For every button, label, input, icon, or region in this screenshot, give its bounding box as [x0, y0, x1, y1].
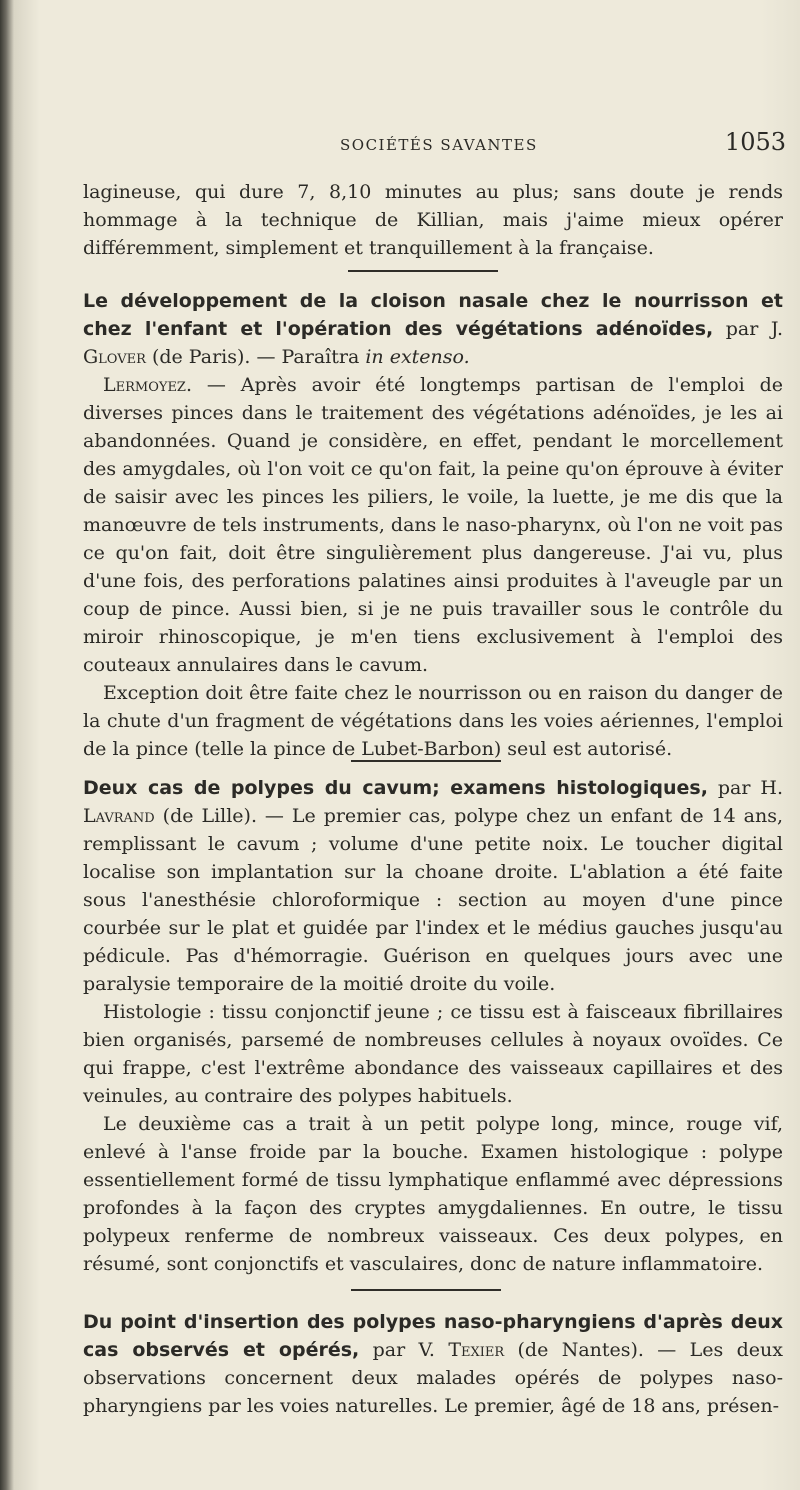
section-title: Deux cas de polypes du cavum; examens histologiques,	[83, 777, 708, 799]
page-number: 1053	[724, 128, 786, 156]
section-divider	[348, 270, 498, 272]
discussion-paragraph: Lermoyez. — Après avoir été longtemps partisan de l'emploi de diverses pinces dans le traitement des végétations adénoïdes, je les ai abandonnées. Quand je considère, en effet, pendant le morcellement des amygdales, où l'on voit ce qu'on fait, la peine qu'on éprouve à éviter de saisir avec les pinces les piliers, le voile, la luette, je me dis que la manœuvre de tels instruments, dans le naso-pharynx, où l'on ne voit pas ce qu'on fait, doit être singulièrement plus dangereuse. J'ai vu, plus d'une fois, des perforations palatines ainsi produites à l'aveugle par un coup de pince. Aussi bien, si je ne puis travailler sous le contrôle du miroir rhinoscopique, je m'en tiens exclusivement à l'emploi des couteaux annulaires dans le cavum.	[83, 374, 783, 676]
author-name: Glover	[83, 346, 146, 368]
section-divider	[351, 1289, 501, 1291]
section-lavrand	[83, 774, 783, 1278]
section-title: Du point d'insertion des polypes naso-pharyngiens d'après deux cas observés et opérés,	[83, 1311, 783, 1361]
section-title: Le développement de la cloison nasale chez le nourrisson et chez l'enfant et l'opération des végétations adénoïdes,	[83, 290, 783, 340]
section-heading: Du point d'insertion des polypes naso-pharyngiens d'après deux cas observés et opérés, par V. Texier (de Nantes). — Les deux observations concernent deux malades opérés de polypes naso-pharyngiens par les voies naturelles. Le premier, âgé de 18 ans, présen-	[83, 1311, 783, 1417]
publication-note: in extenso.	[365, 346, 470, 368]
author-name: Texier	[448, 1339, 505, 1361]
paragraph-continued: lagineuse, qui dure 7, 8,10 minutes au plus; sans doute je rends hommage à la technique de Killian, mais j'aime mieux opérer différemment, simplement et tranquillement à la française.	[83, 181, 783, 259]
section-texier	[83, 1308, 783, 1420]
speaker-name: Lermoyez.	[103, 374, 193, 396]
body-paragraph: Le deuxième cas a trait à un petit polype long, mince, rouge vif, enlevé à l'anse froide par la bouche. Examen histologique : polype essentiellement formé de tissu lymphatique enflammé avec dépressions profondes à la façon des cryptes amygdaliennes. En outre, le tissu polypeux renferme de nombreux vaisseaux. Ces deux polypes, en résumé, sont conjonctifs et vasculaires, donc de nature inflammatoire.	[83, 1113, 783, 1275]
author-name: Lavrand	[83, 805, 155, 827]
body-paragraph: Histologie : tissu conjonctif jeune ; ce tissu est à faisceaux fibrillaires bien organisés, parsemé de nombreuses cellules à noyaux ovoïdes. Ce qui frappe, c'est l'extrême abondance des vaisseaux capillaires et des veinules, au contraire des polypes habituels.	[83, 1001, 783, 1107]
section-glover	[83, 287, 783, 763]
body-paragraph: Exception doit être faite chez le nourrisson ou en raison du danger de la chute d'un fragment de végétations dans les voies aériennes, l'emploi de la pince (telle la pince de Lubet-Barbon) seul est autorisé.	[83, 682, 783, 760]
section-heading: Le développement de la cloison nasale chez le nourrisson et chez l'enfant et l'opération des végétations adénoïdes, par J. Glover (de Paris). — Paraîtra in extenso.	[83, 290, 784, 368]
running-title: SOCIÉTÉS SAVANTES	[340, 136, 538, 154]
section-heading: Deux cas de polypes du cavum; examens histologiques, par H. Lavrand (de Lille). — Le premier cas, polype chez un enfant de 14 ans, remplissant le cavum ; volume d'une petite noix. Le toucher digital localise son implantation sur la choane droite. L'ablation a été faite sous l'anesthésie chloroformique : section au moyen d'une pince courbée sur le plat et guidée par l'index et le médius gauches jusqu'au pédicule. Pas d'hémorragie. Guérison en quelques jours avec une paralysie temporaire de la moitié droite du voile.	[83, 777, 783, 995]
running-header	[83, 128, 786, 160]
section-divider	[351, 760, 501, 762]
opening-paragraph	[83, 178, 783, 262]
